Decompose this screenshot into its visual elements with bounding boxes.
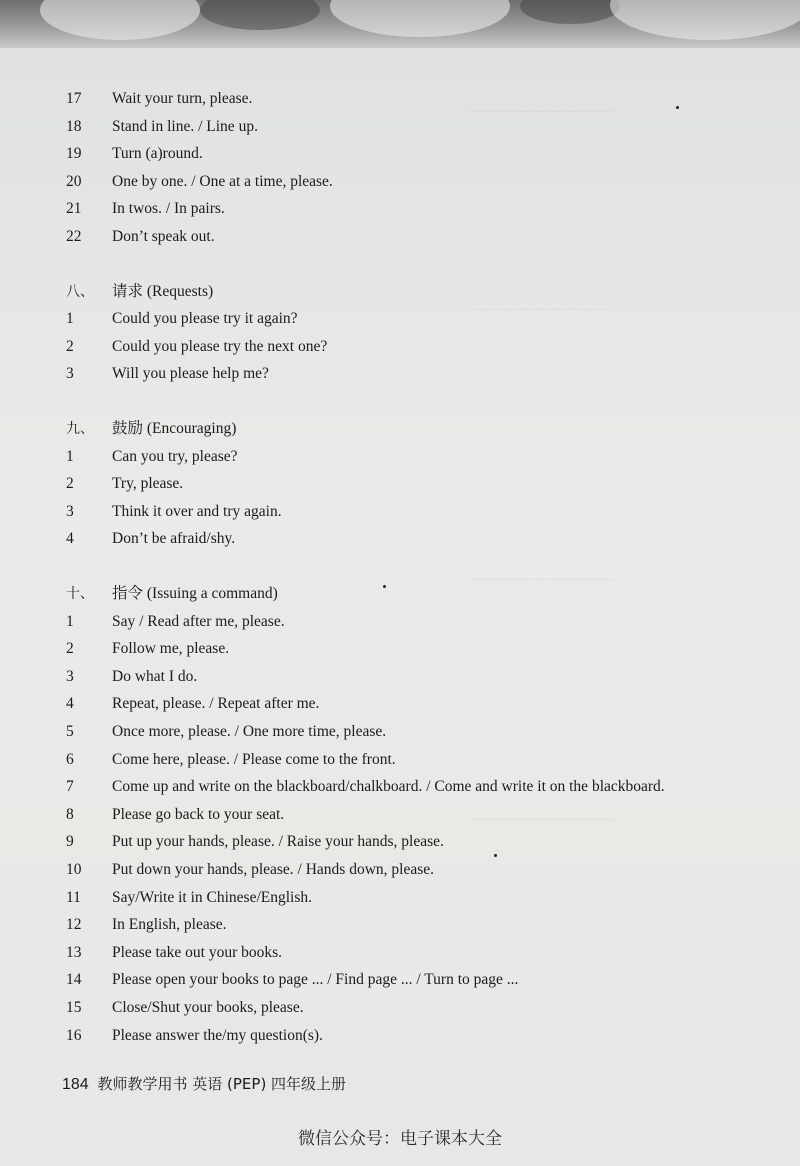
item-text: Turn (a)round. <box>112 145 203 163</box>
item-text: In English, please. <box>112 916 227 934</box>
item-text: Repeat, please. / Repeat after me. <box>112 695 320 713</box>
watermark-text: 微信公众号：电子课本大全 <box>298 1129 502 1149</box>
item-number: 3 <box>66 365 74 383</box>
item-number: 13 <box>66 943 82 961</box>
item-number: 11 <box>66 888 81 906</box>
item-number: 18 <box>66 117 82 135</box>
item-number: 8 <box>66 805 74 823</box>
section-number: 八、 <box>66 283 94 300</box>
item-text: Try, please. <box>112 475 184 493</box>
item-number: 4 <box>66 695 74 713</box>
item-text: Say / Read after me, please. <box>112 612 285 630</box>
item-text: In twos. / In pairs. <box>112 200 225 218</box>
section-title: 请求 (Requests) <box>112 282 214 300</box>
item-text: Once more, please. / One more time, please. <box>112 723 387 740</box>
item-text: Can you try, please? <box>112 447 238 465</box>
item-number: 20 <box>66 172 82 190</box>
speck <box>676 106 679 109</box>
item-text: Please go back to your seat. <box>112 805 285 823</box>
item-text: Could you please try the next one? <box>112 337 328 355</box>
item-text: Say/Write it in Chinese/English. <box>112 888 312 906</box>
item-number: 10 <box>66 861 82 878</box>
item-number: 2 <box>66 475 74 493</box>
item-text: Close/Shut your books, please. <box>112 999 304 1016</box>
item-number: 12 <box>66 916 82 934</box>
item-text: Don’t speak out. <box>112 228 215 245</box>
page-number: 184 <box>62 1076 89 1093</box>
speck <box>383 585 386 588</box>
item-text: Wait your turn, please. <box>112 90 253 107</box>
item-number: 1 <box>66 447 74 465</box>
item-number: 21 <box>66 200 82 218</box>
item-number: 3 <box>66 502 74 520</box>
speck <box>494 854 497 857</box>
section-title: 指令 (Issuing a command) <box>112 585 278 602</box>
item-number: 5 <box>66 723 74 740</box>
section-title: 鼓励 (Encouraging) <box>112 420 237 437</box>
page-body: ............................................ ............................................ ............................................ ............................................ 17 Wait your turn, please. 18 Stand in line. / Line up. 19 Turn (a)round. 20 One by one. / One at a time, please. 21 In twos. / In pairs. 22 Don’t speak out. 八、 请求 (Requests) 1 Could you please try it again? 2 Could you please try the next one? 3 Will you please help me? 九、 鼓励 (Encouraging) 1 Can you try, please? 2 Try, please. 3 Think it over and try again. 4 Don’t be afraid/shy. 十、 指令 (Issuing a command) 1 Say / Read after me, please. 2 Follow me, please. 3 Do what I do. 4 Repeat, please. / Repeat after me. 5 Once more, please. / One more time, please. 6 Come here, please. / Please come to the front. 7 Come up and write on the blackboard/chalkboard. / Come and write it on the blackboard. 8 Please go back to your seat. 9 Put up your hands, please. / Raise your hands, please. 10 Put down your hands, please. / Hands down, please. 11 Say/Write it in Chinese/English. 12 In English, please. 13 Please take out your books. 14 Please open your books to page ... / Find page ... / Turn to page ... 15 Close/Shut your books, please. 16 Please answer the/my question(s). <box>0 48 800 1166</box>
item-number: 3 <box>66 667 74 685</box>
item-text: Put down your hands, please. / Hands down, please. <box>112 861 435 878</box>
item-text: Will you please help me? <box>112 365 269 383</box>
item-text: Could you please try it again? <box>112 310 298 328</box>
section-number: 十、 <box>66 586 94 602</box>
item-number: 17 <box>66 90 82 107</box>
item-number: 19 <box>66 145 82 163</box>
item-number: 16 <box>66 1026 82 1044</box>
item-text: Please open your books to page ... / Find page ... / Turn to page ... <box>112 971 519 989</box>
item-number: 14 <box>66 971 82 989</box>
item-text: Come up and write on the blackboard/chalkboard. / Come and write it on the blackboard. <box>112 778 665 796</box>
section-number: 九、 <box>66 421 94 437</box>
item-number: 9 <box>66 833 74 851</box>
item-number: 6 <box>66 750 74 768</box>
page-footer <box>62 1073 346 1094</box>
item-text: Don’t be afraid/shy. <box>112 530 236 548</box>
item-number: 4 <box>66 530 74 548</box>
item-text: Do what I do. <box>112 667 198 685</box>
item-text: One by one. / One at a time, please. <box>112 172 333 190</box>
item-text: Stand in line. / Line up. <box>112 117 258 135</box>
item-number: 22 <box>66 228 82 245</box>
item-number: 2 <box>66 640 74 658</box>
item-number: 1 <box>66 310 74 328</box>
item-text: Please answer the/my question(s). <box>112 1026 323 1044</box>
item-text: Come here, please. / Please come to the front. <box>112 750 396 768</box>
item-text: Put up your hands, please. / Raise your hands, please. <box>112 833 444 851</box>
item-number: 15 <box>66 999 82 1016</box>
book-title: 教师教学用书 英语 (PEP) 四年级上册 <box>97 1075 347 1093</box>
item-text: Think it over and try again. <box>112 502 282 520</box>
header-photo-strip <box>0 0 800 48</box>
item-text: Please take out your books. <box>112 943 283 961</box>
item-number: 1 <box>66 612 74 630</box>
item-number: 7 <box>66 778 74 796</box>
item-text: Follow me, please. <box>112 640 230 658</box>
item-number: 2 <box>66 337 74 355</box>
